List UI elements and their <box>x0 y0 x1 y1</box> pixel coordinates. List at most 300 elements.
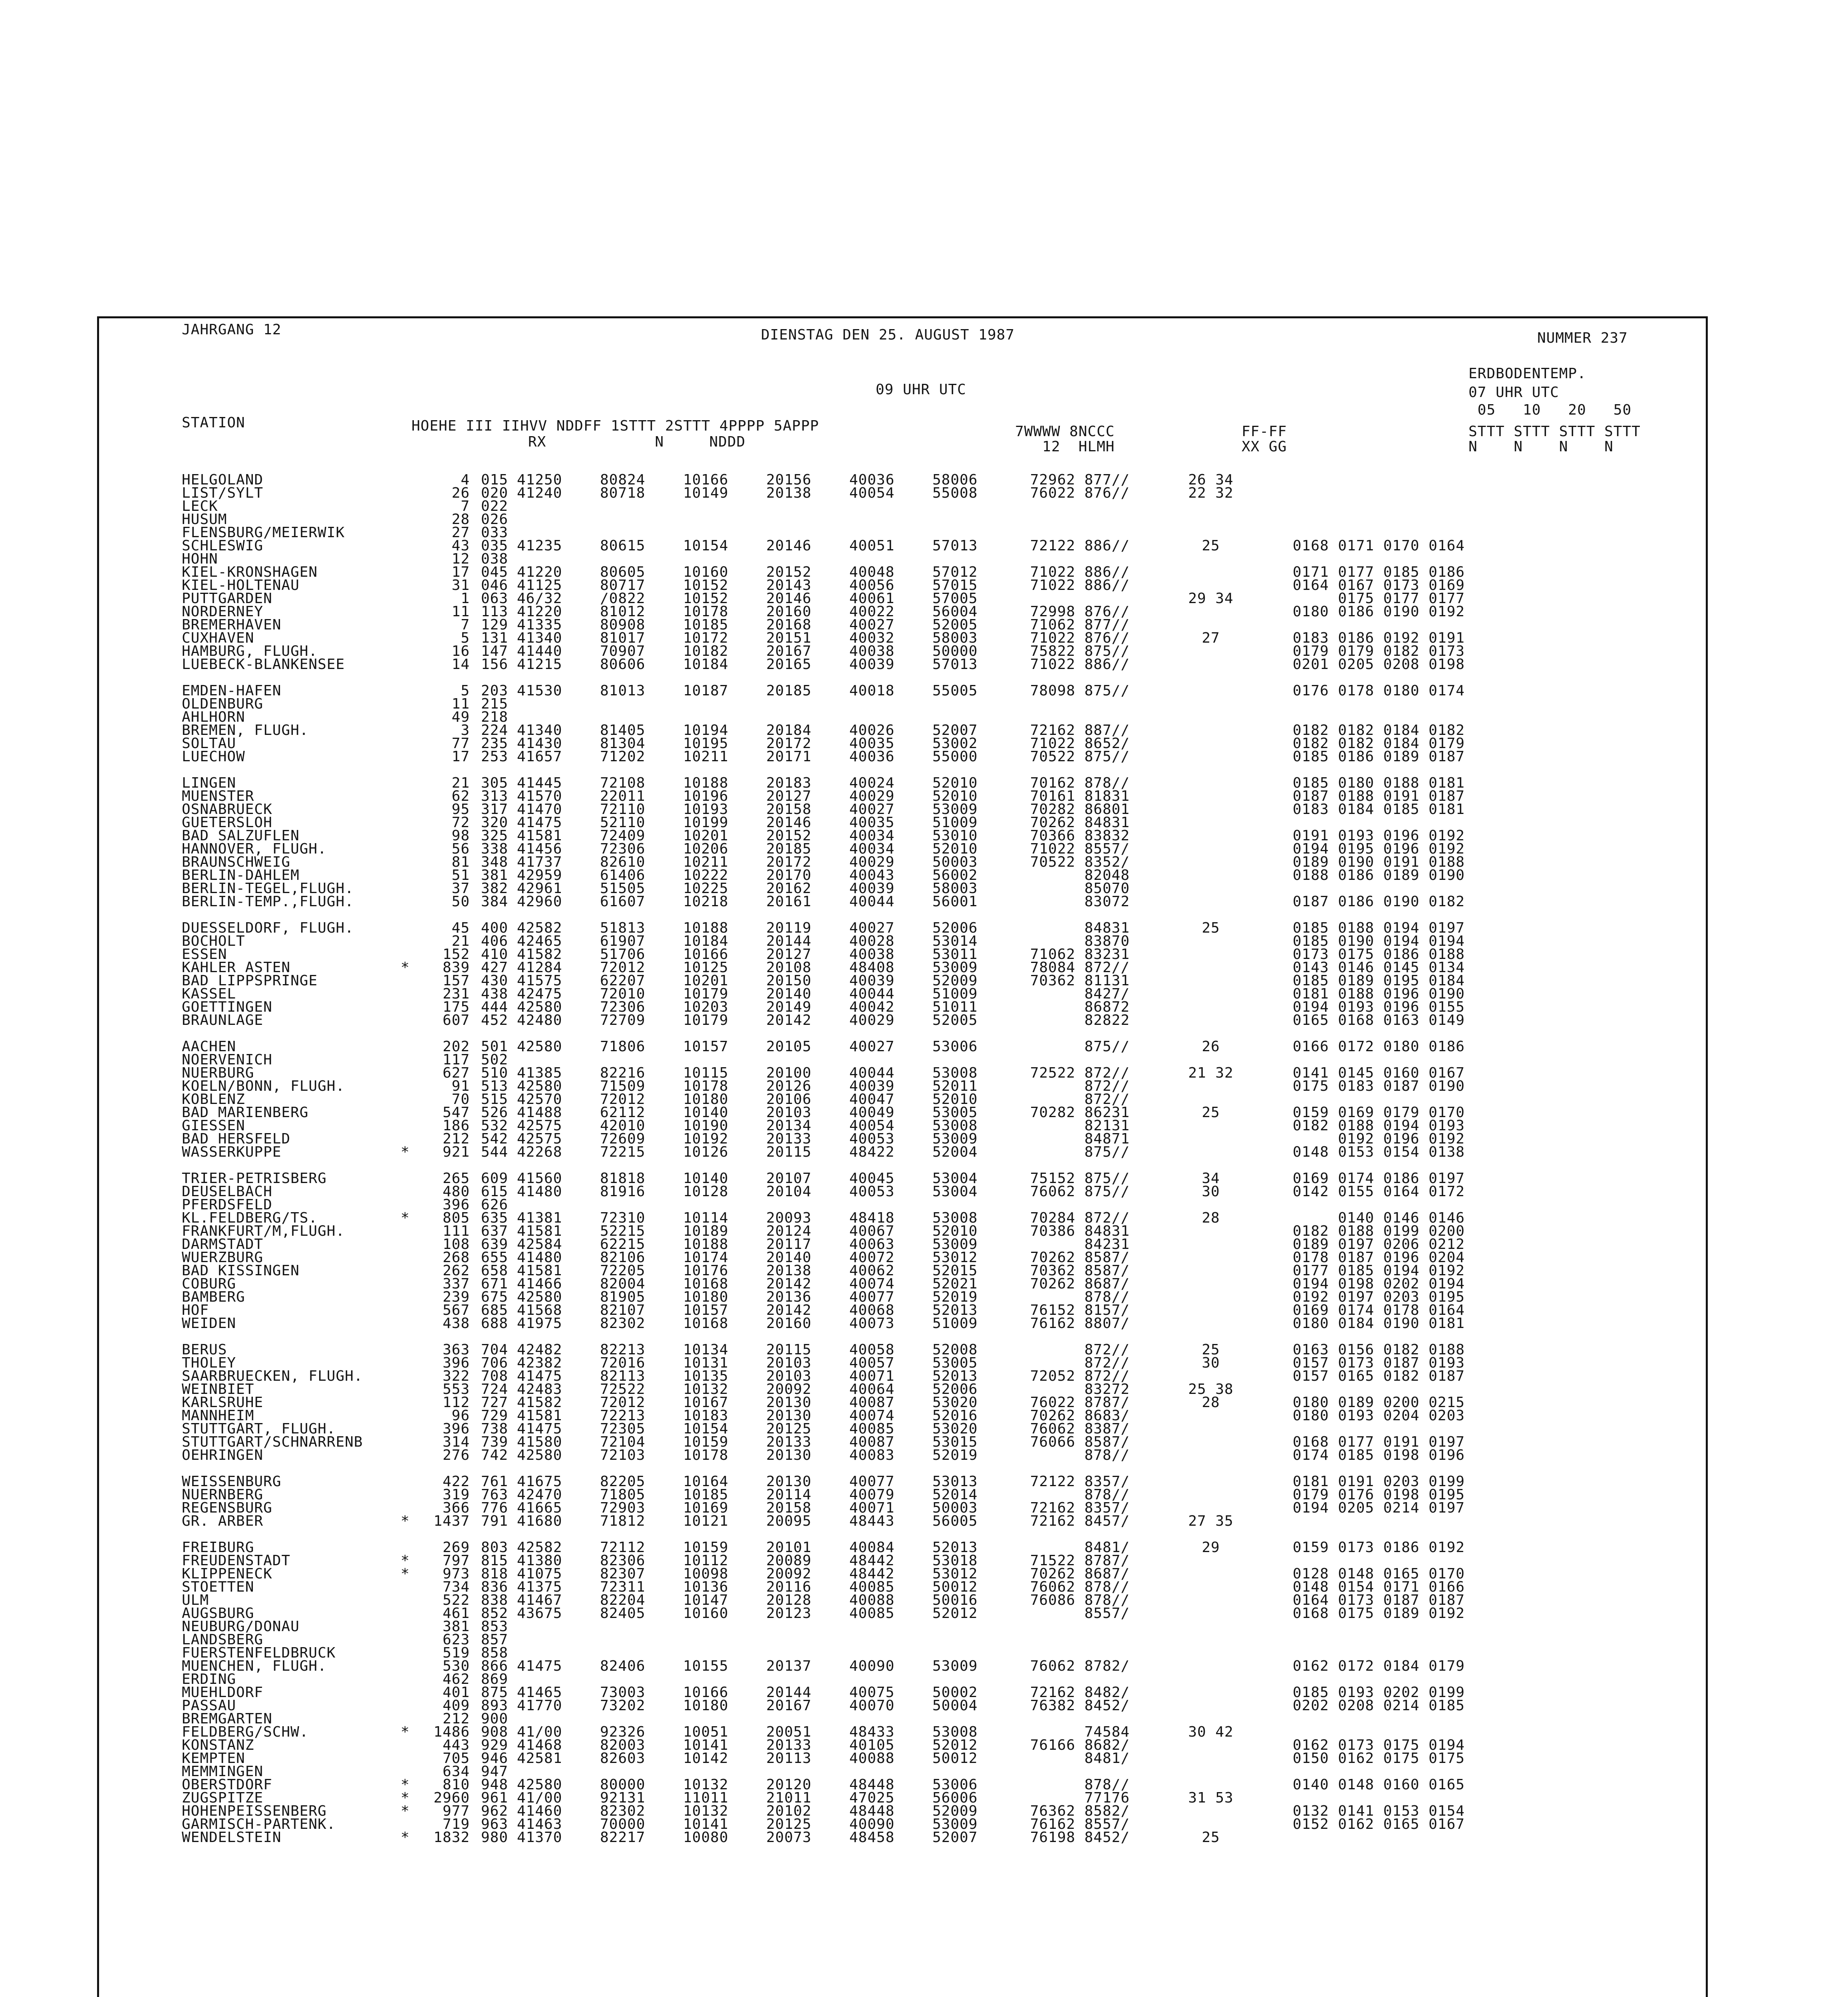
synop-group: 10141 <box>683 1816 729 1832</box>
mountain-marker <box>401 1646 412 1660</box>
station-index: 444 <box>481 999 508 1015</box>
synop-group: 20137 <box>766 1658 812 1674</box>
earth-temperatures: 0175 0177 0177 <box>1293 590 1465 607</box>
station-name: GOETTINGEN <box>182 999 272 1015</box>
synop-weather-cloud: 72162 8482/ <box>1030 1684 1130 1701</box>
synop-group <box>508 697 590 711</box>
synop-weather-cloud: 82048 <box>1084 867 1130 883</box>
mountain-marker <box>401 1475 412 1488</box>
synop-group: 10199 <box>683 814 729 831</box>
earth-temperatures: 0185 0186 0189 0187 <box>1293 748 1465 765</box>
synop-weather-cloud <box>1006 1633 1145 1646</box>
station-name: WENDELSTEIN <box>182 1829 282 1846</box>
wind-gust <box>1145 1449 1277 1462</box>
station-height: 12 <box>451 551 470 567</box>
earth-temperatures: 0183 0184 0185 0181 <box>1293 801 1465 818</box>
synop-weather-cloud: 83072 <box>1084 893 1130 910</box>
synop-group: 41467 <box>517 1592 562 1608</box>
synop-group: 40032 <box>849 630 895 646</box>
synop-weather-cloud: 72962 877// <box>1030 472 1130 488</box>
synop-group: 20134 <box>766 1118 812 1134</box>
synop-group: 20183 <box>766 775 812 791</box>
mountain-marker <box>401 1594 412 1607</box>
earth-temperatures: 0188 0186 0189 0190 <box>1293 867 1465 883</box>
station-height: 805 <box>442 1210 470 1226</box>
synop-weather-cloud: 71062 83231 <box>1030 946 1130 963</box>
synop-group: 72016 <box>600 1355 646 1371</box>
synop-group: 10180 <box>683 1289 729 1305</box>
synop-group: 82306 <box>600 1552 646 1569</box>
table-row <box>182 1633 1532 1646</box>
synop-group: 42483 <box>517 1381 562 1398</box>
station-name: FELDBERG/SCHW. <box>182 1724 309 1740</box>
synop-group: 80717 <box>600 577 646 594</box>
synop-weather-cloud: 78098 875// <box>1030 683 1130 699</box>
station-index: 635 <box>481 1210 508 1226</box>
synop-group: 20160 <box>766 603 812 620</box>
mountain-marker <box>401 737 412 750</box>
synop-group: 53006 <box>932 1777 978 1793</box>
station-name: LANDSBERG <box>182 1632 264 1648</box>
synop-group: 82406 <box>600 1658 646 1674</box>
mountain-marker <box>401 1251 412 1264</box>
synop-group: 10159 <box>683 1434 729 1450</box>
wind-gust: 30 42 <box>1188 1724 1234 1740</box>
station-index: 836 <box>481 1579 508 1595</box>
synop-group: 20158 <box>766 1500 812 1516</box>
synop-group: 41657 <box>517 748 562 765</box>
synop-weather-cloud: 70386 84831 <box>1030 1223 1130 1239</box>
station-index: 325 <box>481 828 508 844</box>
col-station: STATION <box>182 415 245 431</box>
synop-group: 40026 <box>849 722 895 738</box>
station-index: 045 <box>481 564 508 580</box>
table-row <box>182 1515 1532 1528</box>
synop-group: 10051 <box>683 1724 729 1740</box>
synop-group: 81916 <box>600 1183 646 1200</box>
station-index: 381 <box>481 867 508 883</box>
table-row <box>182 895 1532 908</box>
station-index: 727 <box>481 1394 508 1411</box>
synop-weather-cloud: 76062 878// <box>1030 1579 1130 1595</box>
station-height: 1486 <box>433 1724 470 1740</box>
synop-group <box>590 1620 674 1633</box>
mountain-marker <box>401 1093 412 1106</box>
earth-temperatures: 0169 0174 0186 0197 <box>1293 1170 1465 1187</box>
synop-group: 41468 <box>517 1737 562 1753</box>
station-height: 839 <box>442 959 470 976</box>
synop-group: 40063 <box>849 1236 895 1253</box>
synop-weather-cloud: 86872 <box>1084 999 1130 1015</box>
earth-temperatures <box>1277 1620 1532 1633</box>
station-height: 117 <box>442 1052 470 1068</box>
wind-gust: 25 <box>1202 1104 1220 1121</box>
mountain-marker <box>401 1356 412 1370</box>
synop-group <box>508 1620 590 1633</box>
synop-group: 82003 <box>600 1737 646 1753</box>
wind-gust <box>1145 869 1277 882</box>
synop-group: 10132 <box>683 1803 729 1819</box>
synop-group: 42010 <box>600 1118 646 1134</box>
wind-gust <box>1145 513 1277 526</box>
synop-group: 41475 <box>517 1658 562 1674</box>
station-index: 615 <box>481 1183 508 1200</box>
col-header-groups: HOEHE III IIHVV NDDFF 1STTT 2STTT 4PPPP 5APPP <box>411 418 819 434</box>
earth-temperatures: 0159 0169 0179 0170 <box>1293 1104 1465 1121</box>
synop-group: 20151 <box>766 630 812 646</box>
synop-group: 40058 <box>849 1342 895 1358</box>
mountain-marker <box>401 1449 412 1462</box>
station-height: 77 <box>451 735 470 752</box>
station-name: DARMSTADT <box>182 1236 264 1253</box>
synop-weather-cloud: 70284 872// <box>1030 1210 1130 1226</box>
synop-weather-cloud: 872// <box>1084 1091 1130 1108</box>
synop-group: 80615 <box>600 538 646 554</box>
station-index: 526 <box>481 1104 508 1121</box>
synop-group: 20162 <box>766 880 812 897</box>
synop-weather-cloud <box>1006 500 1145 513</box>
station-height: 921 <box>442 1144 470 1160</box>
synop-group: 40034 <box>849 841 895 857</box>
station-name: NOERVENICH <box>182 1052 272 1068</box>
table-row <box>182 1449 1532 1462</box>
wind-gust: 25 <box>1202 1829 1220 1846</box>
synop-group: 21011 <box>766 1790 812 1806</box>
table-row <box>182 513 1532 526</box>
station-height: 91 <box>451 1078 470 1094</box>
station-height: 16 <box>451 643 470 659</box>
station-index: 147 <box>481 643 508 659</box>
station-name: MEMMINGEN <box>182 1763 264 1780</box>
synop-group: 40083 <box>849 1447 895 1463</box>
synop-weather-cloud: 77176 <box>1084 1790 1130 1806</box>
station-index: 908 <box>481 1724 508 1740</box>
synop-group: 40073 <box>849 1315 895 1332</box>
mountain-marker: * <box>401 1552 410 1569</box>
wind-gust <box>1145 1225 1277 1238</box>
wind-gust <box>1145 1238 1277 1251</box>
wind-gust <box>1145 605 1277 618</box>
synop-group: 72310 <box>600 1210 646 1226</box>
synop-group: 41582 <box>517 946 562 963</box>
station-name: WEISSENBURG <box>182 1473 282 1490</box>
synop-group: 52010 <box>932 775 978 791</box>
synop-group: 72104 <box>600 1434 646 1450</box>
earth-temperatures <box>1277 1712 1532 1725</box>
synop-group: 53006 <box>932 1038 978 1055</box>
mountain-marker <box>401 1317 412 1330</box>
synop-group: 58006 <box>932 472 978 488</box>
synop-group: 10159 <box>683 1539 729 1556</box>
station-height: 366 <box>442 1500 470 1516</box>
synop-group: 20130 <box>766 1447 812 1463</box>
synop-weather-cloud: 70262 8587/ <box>1030 1249 1130 1266</box>
synop-group: 53008 <box>932 1118 978 1134</box>
col-synop-sub: 12 HLMH <box>1015 439 1115 455</box>
synop-group: 41385 <box>517 1065 562 1081</box>
synop-weather-cloud: 72522 872// <box>1030 1065 1130 1081</box>
mountain-marker <box>401 1739 412 1752</box>
synop-group: 40054 <box>849 1118 895 1134</box>
synop-group: 40090 <box>849 1658 895 1674</box>
station-name: KLIPPENECK <box>182 1566 272 1582</box>
station-height: 26 <box>451 485 470 501</box>
station-name: LECK <box>182 498 218 514</box>
synop-group: 20119 <box>766 920 812 936</box>
wind-gust: 25 <box>1202 538 1220 554</box>
synop-group: 42470 <box>517 1487 562 1503</box>
earth-temperatures: 0182 0188 0199 0200 <box>1293 1223 1465 1239</box>
synop-group: 41456 <box>517 841 562 857</box>
station-name: PUTTGARDEN <box>182 590 272 607</box>
synop-group: 42582 <box>517 920 562 936</box>
station-height: 262 <box>442 1263 470 1279</box>
synop-group: 47025 <box>849 1790 895 1806</box>
synop-group: 41575 <box>517 973 562 989</box>
synop-group: 72311 <box>600 1579 646 1595</box>
station-index: 639 <box>481 1236 508 1253</box>
synop-group: 50003 <box>932 854 978 870</box>
earth-temperatures: 0143 0146 0145 0134 <box>1293 959 1465 976</box>
earth-temperatures: 0140 0148 0160 0165 <box>1293 1777 1465 1793</box>
synop-group: 73003 <box>600 1684 646 1701</box>
mountain-marker <box>401 658 412 671</box>
mountain-marker <box>401 1225 412 1238</box>
station-height: 175 <box>442 999 470 1015</box>
station-name: GARMISCH-PARTENK. <box>182 1816 336 1832</box>
station-name: OBERSTDORF <box>182 1777 272 1793</box>
synop-group: 10167 <box>683 1394 729 1411</box>
station-name: HELGOLAND <box>182 472 264 488</box>
synop-group: 41530 <box>517 683 562 699</box>
synop-group: 51009 <box>932 814 978 831</box>
synop-group: 10168 <box>683 1276 729 1292</box>
col-earth-stt: STTT STTT STTT STTT <box>1468 423 1641 440</box>
station-height: 21 <box>451 933 470 949</box>
synop-group: 82106 <box>600 1249 646 1266</box>
synop-weather-cloud: 76152 8157/ <box>1030 1302 1130 1318</box>
synop-group: 41375 <box>517 1579 562 1595</box>
station-index: 253 <box>481 748 508 765</box>
station-name: DUESSELDORF, FLUGH. <box>182 920 354 936</box>
synop-group: 20115 <box>766 1144 812 1160</box>
station-index: 320 <box>481 814 508 831</box>
synop-group: 10179 <box>683 1012 729 1028</box>
table-row <box>182 1660 1532 1673</box>
synop-group: 40071 <box>849 1368 895 1384</box>
synop-group <box>840 1633 923 1646</box>
station-index: 033 <box>481 524 508 541</box>
synop-group: 41737 <box>517 854 562 870</box>
synop-group: 56001 <box>932 893 978 910</box>
synop-group: 40044 <box>849 893 895 910</box>
wind-gust <box>1145 1488 1277 1501</box>
mountain-marker: * <box>401 1566 410 1582</box>
synop-group: 10185 <box>683 1487 729 1503</box>
synop-group: 40044 <box>849 1065 895 1081</box>
station-index: 738 <box>481 1421 508 1437</box>
station-index: 438 <box>481 986 508 1002</box>
synop-group: 48442 <box>849 1566 895 1582</box>
synop-group: 55000 <box>932 748 978 765</box>
synop-group: 40035 <box>849 735 895 752</box>
station-index: 671 <box>481 1276 508 1292</box>
synop-group: 40049 <box>849 1104 895 1121</box>
wind-gust <box>1145 1251 1277 1264</box>
station-index: 948 <box>481 1777 508 1793</box>
synop-group: 52012 <box>932 1605 978 1622</box>
station-height: 239 <box>442 1289 470 1305</box>
wind-gust <box>1145 935 1277 948</box>
synop-group: 41250 <box>517 472 562 488</box>
synop-group: 40070 <box>849 1697 895 1714</box>
station-index: 022 <box>481 498 508 514</box>
synop-group <box>674 1633 757 1646</box>
synop-group: 10128 <box>683 1183 729 1200</box>
synop-group <box>674 1620 757 1633</box>
station-index: 406 <box>481 933 508 949</box>
station-index: 063 <box>481 590 508 607</box>
synop-group: 71812 <box>600 1513 646 1529</box>
station-height: 401 <box>442 1684 470 1701</box>
synop-group: 10190 <box>683 1118 729 1134</box>
wind-gust <box>1145 1673 1277 1686</box>
station-height: 212 <box>442 1711 470 1727</box>
mountain-marker <box>401 566 412 579</box>
mountain-marker <box>401 803 412 816</box>
station-height: 443 <box>442 1737 470 1753</box>
col-earth-depths: 05 10 20 50 <box>1468 402 1632 418</box>
station-height: 5 <box>461 683 470 699</box>
synop-group: 20184 <box>766 722 812 738</box>
synop-weather-cloud: 70262 8687/ <box>1030 1566 1130 1582</box>
mountain-marker <box>401 1040 412 1053</box>
synop-group: 20092 <box>766 1566 812 1582</box>
synop-weather-cloud: 72162 887// <box>1030 722 1130 738</box>
earth-temperatures: 0157 0173 0187 0193 <box>1293 1355 1465 1371</box>
synop-weather-cloud: 71022 876// <box>1030 630 1130 646</box>
synop-group: 10142 <box>683 1750 729 1767</box>
synop-group: 40087 <box>849 1394 895 1411</box>
wind-gust: 21 32 <box>1188 1065 1234 1081</box>
synop-weather-cloud: 76022 8787/ <box>1030 1394 1130 1411</box>
synop-group: 82004 <box>600 1276 646 1292</box>
synop-group: 41581 <box>517 1223 562 1239</box>
synop-group: 50002 <box>932 1684 978 1701</box>
station-index: 893 <box>481 1697 508 1714</box>
station-height: 202 <box>442 1038 470 1055</box>
synop-group: 41975 <box>517 1315 562 1332</box>
synop-group: 56005 <box>932 1513 978 1529</box>
synop-group: 42582 <box>517 1539 562 1556</box>
station-index: 427 <box>481 959 508 976</box>
earth-temperatures: 0191 0193 0196 0192 <box>1293 828 1465 844</box>
synop-group: 10169 <box>683 1500 729 1516</box>
station-height: 480 <box>442 1183 470 1200</box>
synop-group: 72609 <box>600 1131 646 1147</box>
synop-group: 57015 <box>932 577 978 594</box>
synop-group: 40054 <box>849 485 895 501</box>
synop-group: 48448 <box>849 1777 895 1793</box>
mountain-marker <box>401 935 412 948</box>
station-index: 410 <box>481 946 508 963</box>
station-height: 17 <box>451 748 470 765</box>
station-index: 235 <box>481 735 508 752</box>
mountain-marker <box>401 697 412 711</box>
earth-temperatures: 0165 0168 0163 0149 <box>1293 1012 1465 1028</box>
synop-group: 41340 <box>517 722 562 738</box>
synop-group: 81405 <box>600 722 646 738</box>
synop-group: 53004 <box>932 1170 978 1187</box>
earth-temperatures: 0148 0153 0154 0138 <box>1293 1144 1465 1160</box>
earth-temperatures: 0194 0205 0214 0197 <box>1293 1500 1465 1516</box>
mountain-marker <box>401 1277 412 1290</box>
wind-gust <box>1145 961 1277 974</box>
table-row <box>182 1040 1532 1053</box>
synop-group: 72205 <box>600 1263 646 1279</box>
mountain-marker <box>401 1409 412 1422</box>
synop-group: 10147 <box>683 1592 729 1608</box>
wind-gust <box>1145 1000 1277 1014</box>
station-index: 962 <box>481 1803 508 1819</box>
table-row <box>182 1752 1532 1765</box>
earth-temperatures: 0132 0141 0153 0154 <box>1293 1803 1465 1819</box>
station-name: AHLHORN <box>182 709 245 725</box>
synop-group: 10134 <box>683 1342 729 1358</box>
synop-group: 41488 <box>517 1104 562 1121</box>
synop-group: 55005 <box>932 683 978 699</box>
synop-group: 10225 <box>683 880 729 897</box>
mountain-marker <box>401 869 412 882</box>
synop-group: 40039 <box>849 1078 895 1094</box>
synop-group: 72305 <box>600 1421 646 1437</box>
synop-group <box>923 1633 1006 1646</box>
synop-group: 41235 <box>517 538 562 554</box>
synop-group: 41/00 <box>517 1724 562 1740</box>
synop-weather-cloud: 78084 872// <box>1030 959 1130 976</box>
synop-group: 72903 <box>600 1500 646 1516</box>
mountain-marker: * <box>401 1829 410 1846</box>
synop-weather-cloud: 8481/ <box>1084 1750 1130 1767</box>
synop-weather-cloud: 71022 8557/ <box>1030 841 1130 857</box>
station-index: 853 <box>481 1618 508 1635</box>
wind-gust: 29 <box>1202 1539 1220 1556</box>
wind-gust <box>1145 1686 1277 1699</box>
station-name: KEMPTEN <box>182 1750 245 1767</box>
synop-weather-cloud: 875// <box>1084 1144 1130 1160</box>
synop-group: 10194 <box>683 722 729 738</box>
station-height: 11 <box>451 603 470 620</box>
synop-group: 57013 <box>932 538 978 554</box>
station-name: WASSERKUPPE <box>182 1144 282 1160</box>
station-index: 655 <box>481 1249 508 1266</box>
synop-group: 20161 <box>766 893 812 910</box>
wind-gust: 30 <box>1202 1355 1220 1371</box>
wind-gust <box>1145 1739 1277 1752</box>
earth-temperatures: 0180 0186 0190 0192 <box>1293 603 1465 620</box>
wind-gust: 29 34 <box>1188 590 1234 607</box>
wind-gust <box>1145 684 1277 697</box>
station-height: 438 <box>442 1315 470 1332</box>
mountain-marker <box>401 974 412 987</box>
synop-group: 10135 <box>683 1368 729 1384</box>
synop-group: 10157 <box>683 1302 729 1318</box>
station-name: ESSEN <box>182 946 227 963</box>
synop-group: 50012 <box>932 1750 978 1767</box>
synop-group: 42959 <box>517 867 562 883</box>
synop-group: 51009 <box>932 986 978 1002</box>
earth-temperatures <box>1277 1633 1532 1646</box>
